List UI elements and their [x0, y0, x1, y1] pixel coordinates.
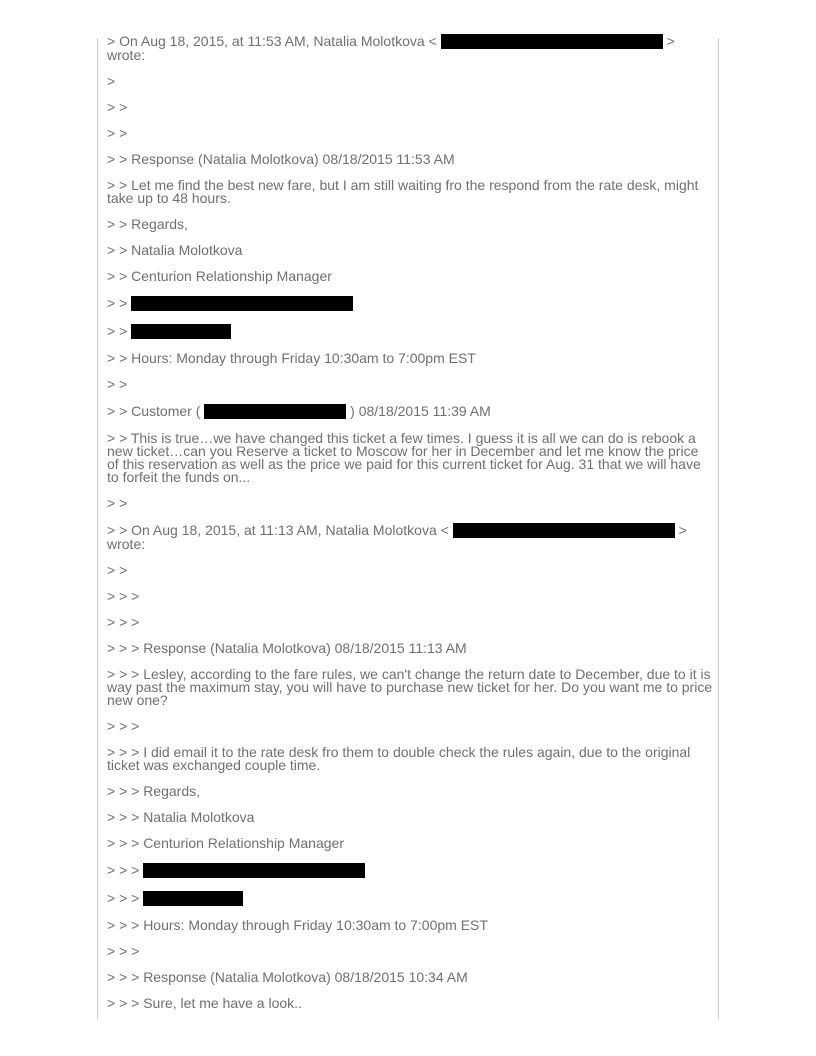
signature-title: > > > Centurion Relationship Manager: [107, 835, 344, 851]
message-body: > > This is true…we have changed this ticket a few times. I guess it is all we can do is rebook a new ticket…can you Reserve a ticket to Moscow for her in December and let me know the price of this reservation as well as the price we paid for this current ticket for Aug. 31 that we will have to forfeit the funds on...: [107, 430, 701, 485]
quote-line: > > >: [107, 614, 140, 630]
signature-title: > > Centurion Relationship Manager: [107, 268, 332, 284]
signature-hours: > > > Hours: Monday through Friday 10:30am to 7:00pm EST: [107, 917, 488, 933]
redacted-customer: [204, 404, 346, 419]
quote-header-wrote: wrote:: [107, 47, 146, 63]
response-header: > > > Response (Natalia Molotkova) 08/18/2015 11:13 AM: [107, 640, 467, 656]
redacted-phone: [131, 324, 231, 339]
redacted-email: [453, 523, 675, 538]
quote-header-close: >: [666, 33, 675, 49]
quote-line: > > >: [107, 943, 140, 959]
signature-redacted-line: > > >: [107, 891, 713, 906]
signature-hours: > > Hours: Monday through Friday 10:30am to 7:00pm EST: [107, 350, 476, 366]
quote-header-line: [107, 34, 713, 62]
signature-redacted-line: > >: [107, 324, 713, 339]
redacted-contact: [143, 863, 365, 878]
message-body: > > Let me find the best new fare, but I am still waiting fro the respond from the rate desk, might take up to 48 hours.: [107, 177, 699, 206]
response-header: > > > Response (Natalia Molotkova) 08/18/2015 10:34 AM: [107, 969, 468, 985]
quote-header-text: > On Aug 18, 2015, at 11:53 AM, Natalia Molotkova <: [107, 33, 437, 49]
quote-line: > >: [107, 562, 128, 578]
signature-redacted-line: > >: [107, 296, 713, 311]
signature-redacted-line: > > >: [107, 863, 713, 878]
message-body: > > > I did email it to the rate desk fro them to double check the rules again, due to the original ticket was exchanged couple time.: [107, 744, 691, 773]
quote-line: > > >: [107, 588, 140, 604]
quote-line: > >: [107, 376, 128, 392]
quote-header-wrote: wrote:: [107, 536, 146, 552]
signature-regards: > > > Regards,: [107, 783, 201, 799]
quote-header-text: > > On Aug 18, 2015, at 11:13 AM, Natalia Molotkova <: [107, 522, 449, 538]
quote-line: > >: [107, 99, 128, 115]
quote-header-close: >: [678, 522, 687, 538]
response-header: > > Response (Natalia Molotkova) 08/18/2015 11:53 AM: [107, 151, 455, 167]
message-body: > > > Lesley, according to the fare rules, we can't change the return date to December, due to it is way past the maximum stay, you will have to purchase new ticket for her. Do you want me to price new one?: [107, 666, 713, 708]
signature-regards: > > Regards,: [107, 216, 188, 232]
message-body: > > > Sure, let me have a look..: [107, 995, 302, 1011]
email-thread: [107, 34, 713, 1023]
quote-line: >: [107, 73, 116, 89]
redacted-email: [441, 34, 663, 49]
quote-line: > > >: [107, 718, 140, 734]
redacted-contact: [131, 296, 353, 311]
redacted-phone: [143, 891, 243, 906]
signature-name: > > Natalia Molotkova: [107, 242, 243, 258]
signature-name: > > > Natalia Molotkova: [107, 809, 255, 825]
quote-line: > >: [107, 495, 128, 511]
customer-header: > > Customer ( ) 08/18/2015 11:39 AM: [107, 403, 491, 419]
quote-header-line: [107, 523, 713, 551]
quote-line: > >: [107, 125, 128, 141]
